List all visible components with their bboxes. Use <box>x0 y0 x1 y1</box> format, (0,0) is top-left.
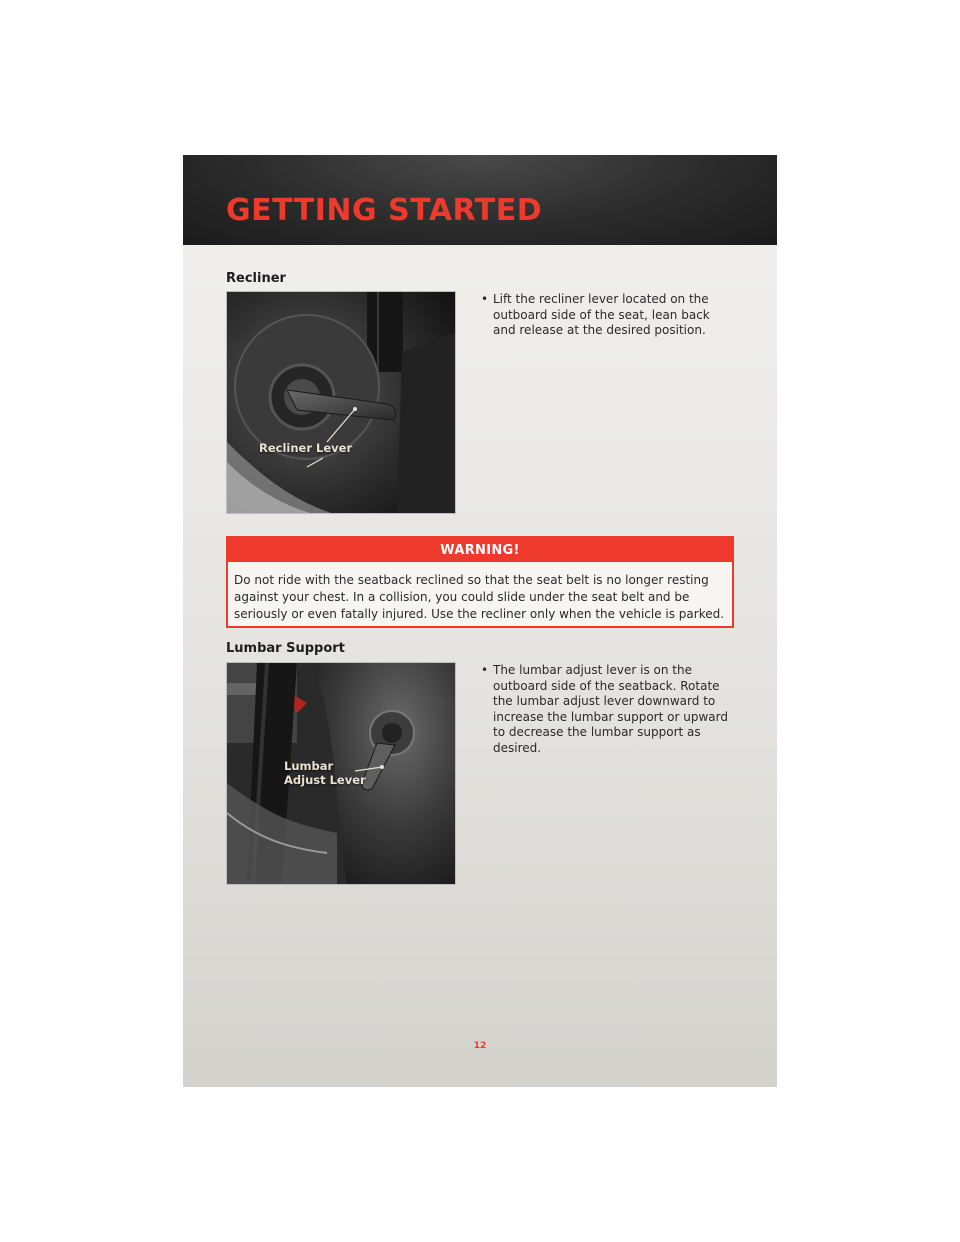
warning-bar <box>228 538 732 562</box>
recliner-photo <box>226 291 456 514</box>
page-number: 12 <box>473 1041 487 1051</box>
lumbar-callout-line2: Adjust Lever <box>284 773 366 787</box>
recliner-instruction: Lift the recliner lever located on the outboard side of the seat, lean back and release at the desired position. <box>493 292 710 337</box>
recliner-bullet <box>479 292 734 339</box>
recliner-lever-illustration <box>227 292 456 514</box>
lumbar-lever-callout <box>284 759 366 787</box>
lumbar-bullet <box>479 663 734 756</box>
lumbar-heading: Lumbar Support <box>226 641 345 656</box>
recliner-lever-callout: Recliner Lever <box>259 441 353 455</box>
warning-box <box>226 536 734 628</box>
warning-text: Do not ride with the seatback reclined so that the seat belt is no longer resting against your chest. In a collision, you could slide under the seat belt and be seriously or even fatally injured. Use the recliner only when the vehicle is parked. <box>234 573 725 621</box>
lumbar-instruction: The lumbar adjust lever is on the outboard side of the seatback. Rotate the lumbar adjust lever downward to increase the lumbar support or upward to decrease the lumbar support as desired. <box>493 663 728 755</box>
lumbar-callout-line1: Lumbar <box>284 759 334 773</box>
recliner-heading: Recliner <box>226 271 286 286</box>
manual-page <box>183 155 777 1087</box>
warning-title: WARNING! <box>440 543 520 558</box>
section-header <box>183 155 777 245</box>
section-title: GETTING STARTED <box>226 193 543 228</box>
bullet-dot: • <box>481 292 489 306</box>
bullet-dot: • <box>481 663 489 677</box>
lumbar-photo <box>226 662 456 885</box>
